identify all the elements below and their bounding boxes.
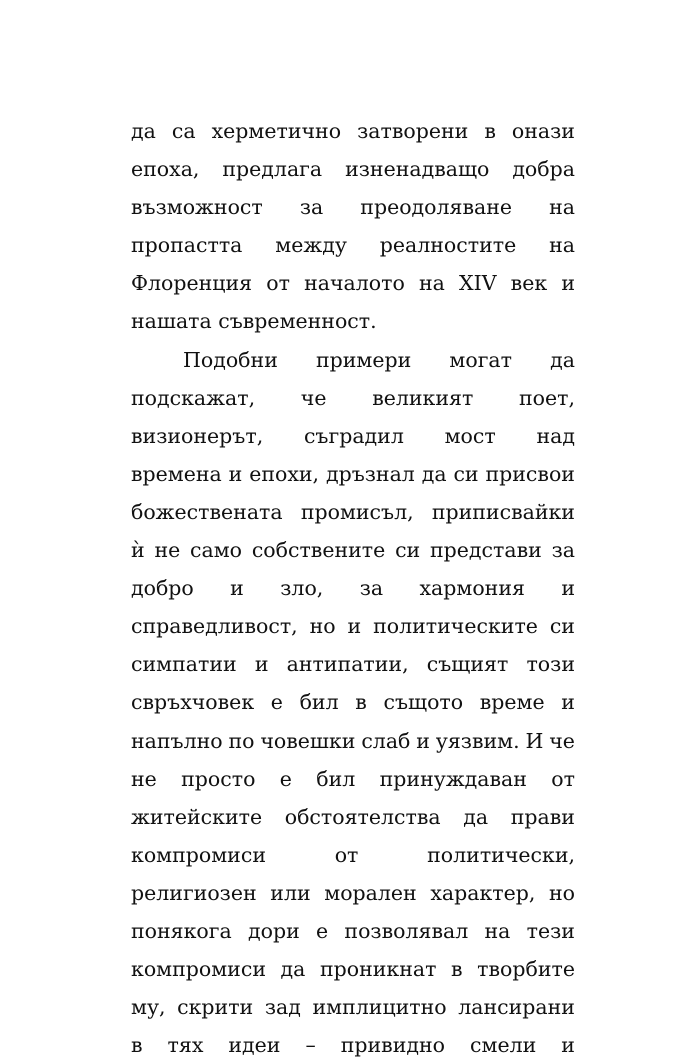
word: но bbox=[548, 880, 575, 905]
word: бил bbox=[316, 766, 356, 791]
word: е bbox=[270, 690, 283, 715]
text-line-last: нашата съвременност. bbox=[131, 309, 377, 334]
text-line bbox=[131, 379, 575, 417]
word: и bbox=[254, 652, 269, 677]
word: на bbox=[549, 233, 575, 258]
word: същото bbox=[383, 690, 464, 715]
word: между bbox=[275, 233, 347, 258]
word: бил bbox=[299, 690, 339, 715]
word: век bbox=[510, 271, 548, 296]
word: и bbox=[416, 728, 430, 753]
word: тях bbox=[167, 1033, 204, 1058]
word: от bbox=[551, 766, 575, 791]
word: принуждаван bbox=[379, 766, 527, 791]
word: подскажат, bbox=[131, 385, 256, 410]
text-line bbox=[131, 112, 575, 150]
word: да bbox=[131, 119, 156, 143]
word: привидно bbox=[340, 1033, 446, 1058]
text-line bbox=[131, 264, 575, 302]
word: не bbox=[154, 538, 181, 563]
word: да bbox=[463, 804, 489, 829]
text-line bbox=[131, 455, 575, 493]
word: за bbox=[359, 576, 384, 601]
word: позволявал bbox=[344, 918, 469, 943]
word: зло, bbox=[280, 576, 324, 601]
word: Флоренция bbox=[131, 271, 253, 296]
word: собствените bbox=[251, 538, 386, 563]
word: му, bbox=[131, 995, 166, 1020]
paragraph-first-line bbox=[131, 341, 575, 379]
word: великият bbox=[372, 385, 474, 410]
text-line bbox=[131, 836, 575, 874]
word: понякога bbox=[131, 918, 232, 943]
word: уязвим. bbox=[435, 728, 520, 753]
word: или bbox=[270, 880, 311, 905]
word: да bbox=[421, 461, 447, 486]
word: в bbox=[355, 690, 367, 715]
word: същият bbox=[426, 652, 509, 677]
word: не bbox=[131, 766, 157, 791]
word: лансирани bbox=[458, 995, 575, 1020]
word: дори bbox=[247, 918, 300, 943]
word: времена bbox=[131, 461, 222, 486]
word: възможност bbox=[131, 195, 263, 220]
word: и bbox=[230, 576, 244, 601]
word: са bbox=[171, 119, 196, 143]
word: морален bbox=[324, 880, 417, 905]
word: – bbox=[305, 1033, 316, 1058]
word: затворени bbox=[357, 119, 469, 143]
word: политически, bbox=[427, 842, 575, 867]
word: е bbox=[316, 918, 329, 943]
word: този bbox=[526, 652, 575, 677]
word: симпатии bbox=[131, 652, 237, 677]
word: предлага bbox=[222, 157, 323, 182]
text-line bbox=[131, 226, 575, 264]
word: и bbox=[347, 614, 362, 639]
word: на bbox=[484, 918, 511, 943]
text-line bbox=[131, 188, 575, 226]
word: И bbox=[525, 728, 544, 753]
word: примери bbox=[315, 347, 412, 372]
word: преодоляване bbox=[360, 195, 513, 220]
text-line bbox=[131, 531, 575, 569]
text-line bbox=[131, 683, 575, 721]
word: проникнат bbox=[319, 957, 437, 982]
word: тези bbox=[526, 918, 575, 943]
word: само bbox=[190, 538, 243, 563]
word: на bbox=[549, 195, 575, 220]
text-line bbox=[131, 493, 575, 531]
word: визионерът, bbox=[131, 423, 264, 448]
word: мост bbox=[444, 423, 496, 448]
word: да bbox=[550, 347, 575, 372]
word: изненадващо bbox=[345, 157, 490, 182]
word: в bbox=[131, 1033, 143, 1058]
word: справедливост, bbox=[131, 614, 298, 639]
word: реалностите bbox=[379, 233, 517, 258]
word: си bbox=[395, 538, 421, 563]
word: просто bbox=[181, 766, 256, 791]
text-line bbox=[131, 1026, 575, 1064]
word: зад bbox=[264, 995, 301, 1020]
word: поет, bbox=[519, 385, 575, 410]
word: промисъл, bbox=[300, 499, 414, 524]
word: компромиси bbox=[131, 842, 266, 867]
word: на bbox=[418, 271, 445, 296]
word: имплицитно bbox=[312, 995, 447, 1020]
word: политическите bbox=[373, 614, 538, 639]
word: в bbox=[451, 957, 463, 982]
word: че bbox=[549, 728, 575, 753]
text-line bbox=[131, 912, 575, 950]
text-line bbox=[131, 988, 575, 1026]
word: религиозен bbox=[131, 880, 257, 905]
word: и bbox=[561, 576, 575, 601]
word: антипатии, bbox=[286, 652, 409, 677]
word: съградил bbox=[303, 423, 404, 448]
word: обстоятелства bbox=[284, 804, 441, 829]
text-line bbox=[131, 607, 575, 645]
word: скрити bbox=[177, 995, 254, 1020]
word: слаб bbox=[361, 728, 411, 753]
word: в bbox=[484, 119, 496, 143]
text-line bbox=[131, 722, 575, 760]
word: си bbox=[453, 461, 479, 486]
text-line bbox=[131, 798, 575, 836]
word: житейските bbox=[131, 804, 263, 829]
word: Подобни bbox=[183, 347, 278, 372]
word: време bbox=[479, 690, 545, 715]
word: добра bbox=[512, 157, 575, 182]
word: но bbox=[309, 614, 336, 639]
word: напълно bbox=[131, 728, 223, 753]
word: за bbox=[551, 538, 575, 563]
text-line bbox=[131, 874, 575, 912]
word: от bbox=[334, 842, 359, 867]
word: началото bbox=[304, 271, 405, 296]
text-line bbox=[131, 150, 575, 188]
word: си bbox=[549, 614, 575, 639]
body-text bbox=[131, 112, 575, 1064]
word: и bbox=[561, 271, 575, 296]
text-line bbox=[131, 417, 575, 455]
text-line bbox=[131, 645, 575, 683]
word: е bbox=[279, 766, 292, 791]
word: и bbox=[228, 461, 243, 486]
word: от bbox=[266, 271, 290, 296]
word: компромиси bbox=[131, 957, 266, 982]
word: по bbox=[228, 728, 255, 753]
word: прави bbox=[510, 804, 575, 829]
word: дръзнал bbox=[325, 461, 415, 486]
word: добро bbox=[131, 576, 194, 601]
word: епохи, bbox=[249, 461, 320, 486]
word: представи bbox=[430, 538, 542, 563]
text-line bbox=[131, 760, 575, 798]
text-line bbox=[131, 950, 575, 988]
word: творбите bbox=[477, 957, 575, 982]
word: човешки bbox=[260, 728, 356, 753]
word: онази bbox=[511, 119, 575, 143]
word: за bbox=[299, 195, 324, 220]
word: хармония bbox=[419, 576, 525, 601]
word: пропастта bbox=[131, 233, 243, 258]
word: приписвайки bbox=[431, 499, 575, 524]
word: и bbox=[561, 1033, 575, 1058]
word: че bbox=[300, 385, 327, 410]
word: присвои bbox=[485, 461, 575, 486]
word: епоха, bbox=[131, 157, 200, 182]
word: над bbox=[536, 423, 575, 448]
text-line bbox=[131, 569, 575, 607]
word: идеи bbox=[228, 1033, 281, 1058]
word: ѝ bbox=[131, 538, 145, 563]
word: херметично bbox=[211, 119, 342, 143]
word: характер, bbox=[430, 880, 536, 905]
word: свръхчовек bbox=[131, 690, 255, 715]
word: божествената bbox=[131, 499, 283, 524]
word: могат bbox=[449, 347, 512, 372]
word: да bbox=[280, 957, 306, 982]
word: смели bbox=[470, 1033, 537, 1058]
word: и bbox=[561, 690, 575, 715]
word: XIV bbox=[459, 271, 497, 296]
